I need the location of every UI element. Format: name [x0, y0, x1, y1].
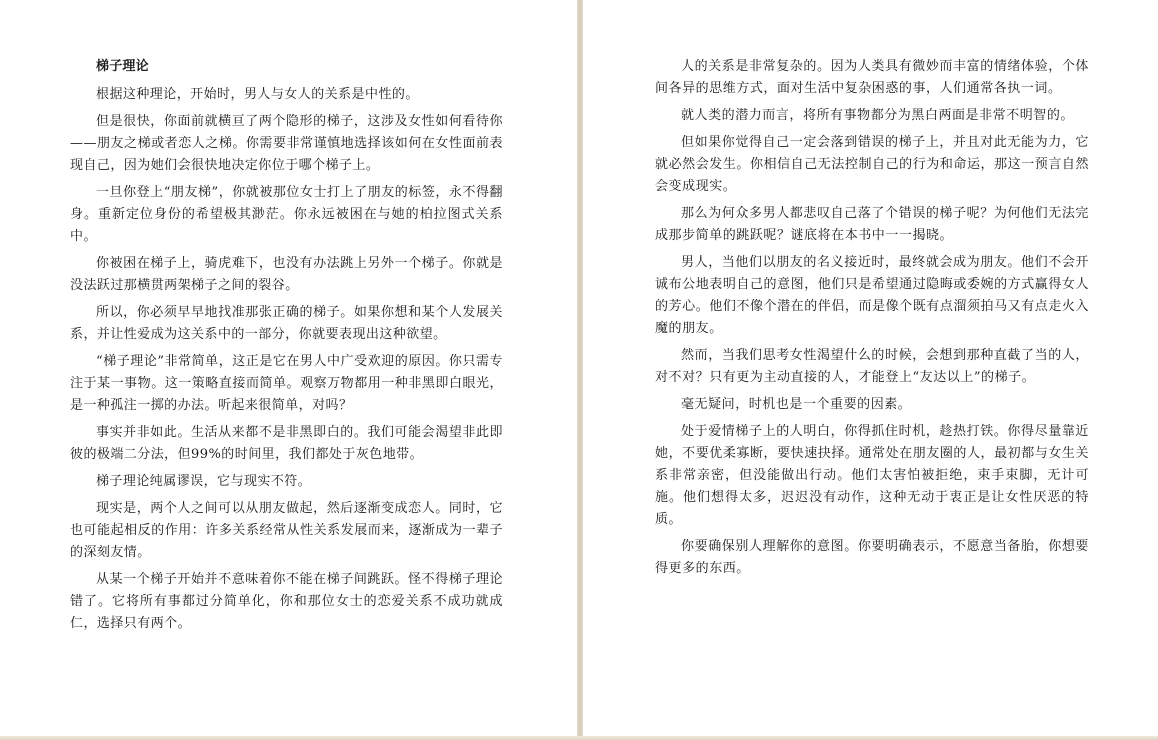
- paragraph: 一旦你登上“朋友梯”，你就被那位女士打上了朋友的标签，永不得翻身。重新定位身份的希望极其渺茫。你永远被困在与她的柏拉图式关系中。: [70, 185, 503, 244]
- paragraph: 但如果你觉得自己一定会落到错误的梯子上，并且对此无能为力，它就必然会发生。你相信自己无法控制自己的行为和命运，那这一预言自然会变成现实。: [655, 135, 1089, 194]
- paragraph: 男人，当他们以朋友的名义接近时，最终就会成为朋友。他们不会开诚布公地表明自己的意图，他们只是希望通过隐晦或委婉的方式赢得女人的芳心。他们不像个潜在的伴侣，而是像个既有点溜须拍马又有点走火入魔的朋友。: [655, 255, 1089, 336]
- paragraph: 根据这种理论，开始时，男人与女人的关系是中性的。: [96, 87, 419, 102]
- paragraph: 那么为何众多男人都悲叹自己落了个错误的梯子呢？为何他们无法完成那步简单的跳跃呢？谜底将在本书中一一揭晓。: [655, 206, 1089, 243]
- chapter-title: 梯子理论: [96, 59, 149, 74]
- paragraph: 从某一个梯子开始并不意味着你不能在梯子间跳跃。怪不得梯子理论错了。它将所有事都过分简单化，你和那位女士的恋爱关系不成功就成仁，选择只有两个。: [70, 572, 503, 631]
- paragraph: 毫无疑问，时机也是一个重要的因素。: [681, 397, 912, 412]
- paragraph: 就人类的潜力而言，将所有事物都分为黑白两面是非常不明智的。: [681, 108, 1074, 123]
- right-page: [583, 0, 1158, 740]
- left-page: [0, 0, 577, 740]
- paragraph: 所以，你必须早早地找准那张正确的梯子。如果你想和某个人发展关系，并让性爱成为这关系中的一部分，你就要表现出这种欲望。: [70, 305, 503, 342]
- paragraph: 你被困在梯子上，骑虎难下，也没有办法跳上另外一个梯子。你就是没法跃过那横贯两架梯子之间的裂谷。: [70, 256, 503, 293]
- paragraph: 梯子理论纯属谬误，它与现实不符。: [96, 474, 312, 489]
- paragraph: 你要确保别人理解你的意图。你要明确表示，不愿意当备胎，你想要得更多的东西。: [655, 539, 1089, 576]
- paragraph: 现实是，两个人之间可以从朋友做起，然后逐渐变成恋人。同时，它也可能起相反的作用：许多关系经常从性关系发展而来，逐渐成为一辈子的深刻友情。: [70, 501, 503, 560]
- page-bottom-edge: [0, 736, 1158, 740]
- paragraph: 人的关系是非常复杂的。因为人类具有微妙而丰富的情绪体验，个体间各异的思维方式，面对生活中复杂困惑的事，人们通常各执一词。: [655, 59, 1089, 96]
- paragraph: 但是很快，你面前就横亘了两个隐形的梯子，这涉及女性如何看待你——朋友之梯或者恋人之梯。你需要非常谨慎地选择该如何在女性面前表现自己，因为她们会很快地决定你位于哪个梯子上。: [70, 114, 503, 173]
- paragraph: 事实并非如此。生活从来都不是非黑即白的。我们可能会渴望非此即彼的极端二分法，但99%的时间里，我们都处于灰色地带。: [70, 425, 503, 462]
- paragraph: 然而，当我们思考女性渴望什么的时候，会想到那种直截了当的人，对不对？只有更为主动直接的人，才能登上“友达以上”的梯子。: [655, 348, 1089, 385]
- paragraph: “梯子理论”非常简单，这正是它在男人中广受欢迎的原因。你只需专注于某一事物。这一策略直接而简单。观察万物都用一种非黑即白眼光，是一种孤注一掷的办法。听起来很简单，对吗？: [70, 354, 503, 413]
- paragraph: 处于爱情梯子上的人明白，你得抓住时机，趁热打铁。你得尽量靠近她，不要优柔寡断，要快速抉择。通常处在朋友圈的人，最初都与女生关系非常亲密，但没能做出行动。他们太害怕被拒绝，束手束脚，无计可施。他们想得太多，迟迟没有动作，这种无动于衷正是让女性厌恶的特质。: [655, 424, 1089, 527]
